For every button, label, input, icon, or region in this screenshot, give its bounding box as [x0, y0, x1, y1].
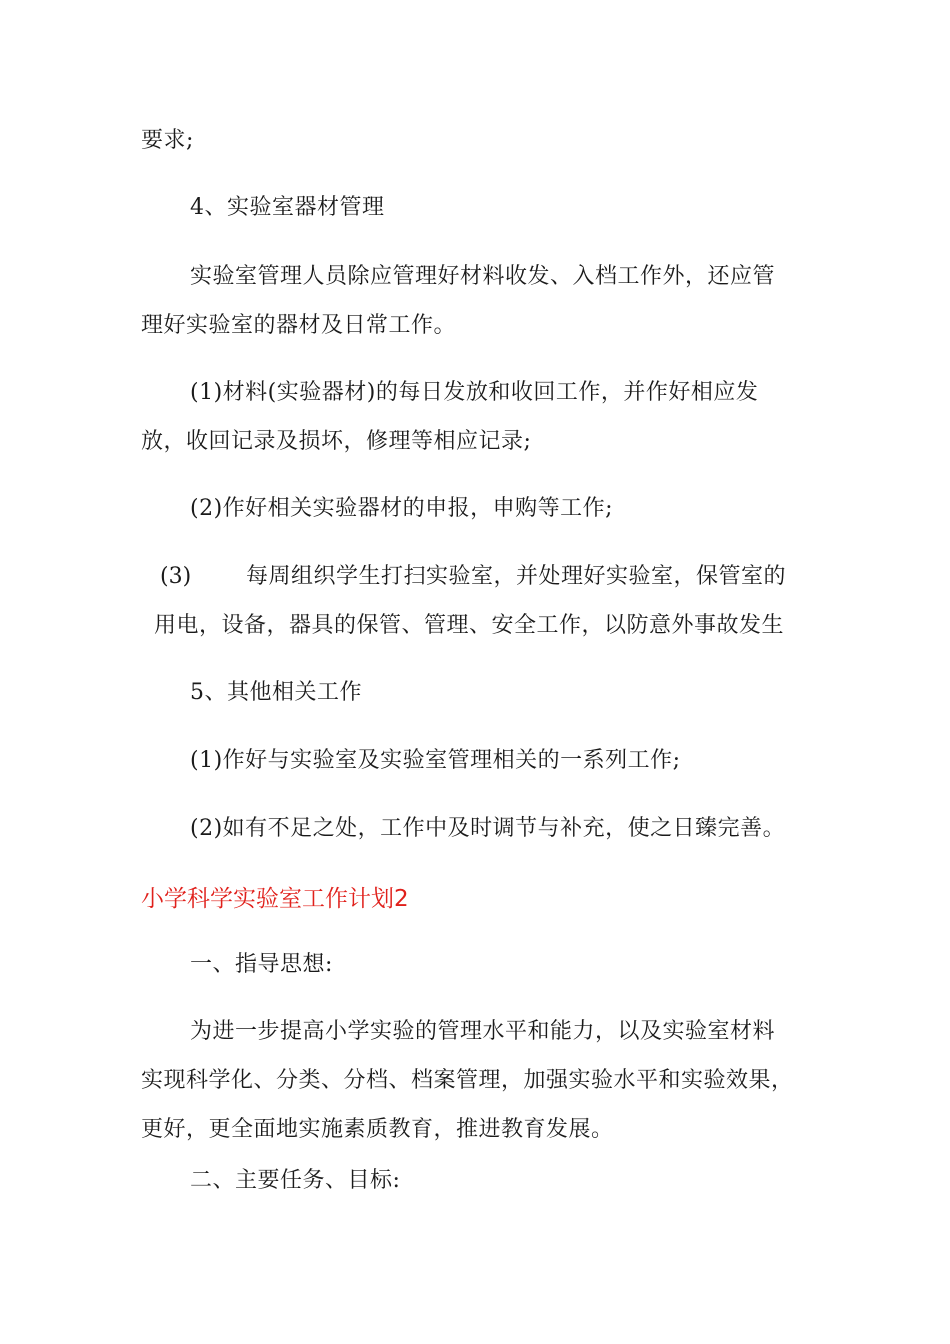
section-title: 二、主要任务、目标: [190, 1168, 401, 1193]
paragraph-line: 每周组织学生打扫实验室，并处理好实验室，保管室的 [246, 564, 787, 589]
paragraph-line: 实验室管理人员除应管理好材料收发、入档工作外，还应管 [190, 264, 776, 289]
paragraph-line: 用电，设备，器具的保管、管理、安全工作，以防意外事故发生 [154, 613, 785, 638]
paragraph-line: (1)材料(实验器材)的每日发放和收回工作，并作好相应发 [190, 380, 759, 405]
paragraph-line: 为进一步提高小学实验的管理水平和能力，以及实验室材料 [190, 1019, 776, 1044]
section-heading: 小学科学实验室工作计划2 [141, 886, 409, 912]
paragraph-line: (2)作好相关实验器材的申报，申购等工作; [190, 496, 614, 521]
paragraph-line: (1)作好与实验室及实验室管理相关的一系列工作; [190, 748, 681, 773]
paragraph-line: (2)如有不足之处，工作中及时调节与补充，使之日臻完善。 [190, 816, 786, 841]
paragraph-line: 理好实验室的器材及日常工作。 [141, 313, 457, 338]
list-number: (3) [160, 564, 192, 589]
section-title: 一、指导思想: [190, 952, 333, 977]
paragraph-line: 更好，更全面地实施素质教育，推进教育发展。 [141, 1117, 614, 1142]
paragraph-line: 实现科学化、分类、分档、档案管理，加强实验水平和实验效果， [141, 1068, 794, 1093]
section-title: 4、实验室器材管理 [190, 195, 385, 220]
paragraph-line: 放，收回记录及损坏，修理等相应记录; [141, 429, 532, 454]
paragraph-line: 要求; [141, 128, 194, 153]
section-title: 5、其他相关工作 [190, 680, 362, 705]
